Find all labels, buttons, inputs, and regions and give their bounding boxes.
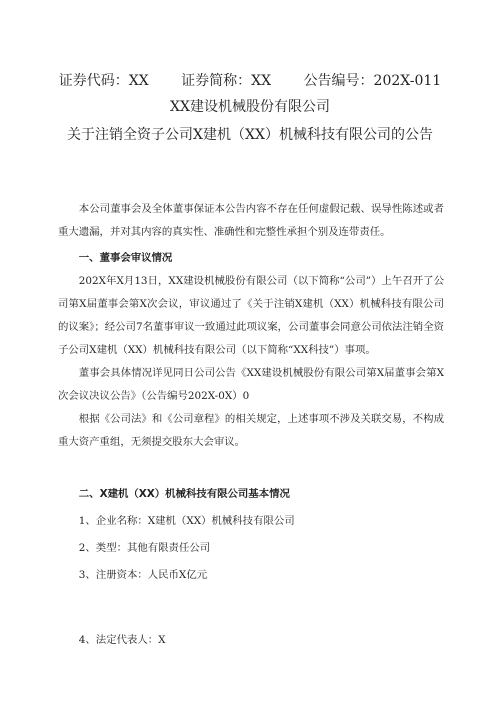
notice-number: 公告编号：202X-011 bbox=[303, 73, 442, 89]
stock-code: 证券代码：XX bbox=[58, 73, 149, 89]
intro-block bbox=[58, 198, 444, 244]
list-item: 1、企业名称：X建机（XX）机械科技有限公司 bbox=[78, 515, 295, 527]
section-1-paragraph-1: 202X年X月13日，XX建设机械股份有限公司（以下简称“公司”）上午召开了公司第X届董事会第X次会议，审议通过了《关于注销X建机（XX）机械科技有限公司的议案》；经公司7名董事审议一致通过此项议案，公司董事会同意公司依法注销全资子公司X建机（XX）机械科技有限公司（以下简称“XX科技”）事项。 bbox=[58, 275, 444, 356]
header-line bbox=[0, 70, 500, 90]
section-1-heading: 一、董事会审议情况 bbox=[78, 252, 173, 264]
notice-title: 关于注销全资子公司X建机（XX）机械科技有限公司的公告 bbox=[67, 127, 433, 143]
list-item: 2、类型：其他有限责任公司 bbox=[78, 542, 211, 554]
intro-paragraph: 本公司董事会及全体董事保证本公告内容不存在任何虚假记载、误导性陈述或者重大遗漏，并对其内容的真实性、准确性和完整性承担个别及连带责任。 bbox=[58, 203, 444, 238]
section-2 bbox=[58, 483, 444, 652]
section-1 bbox=[58, 247, 444, 454]
section-1-paragraph-2: 董事会具体情况详见同日公司公告《XX建设机械股份有限公司第X届董事会第X次会议决议公告》（公告编号202X-0X）0 bbox=[58, 367, 444, 402]
list-item: 4、法定代表人：X bbox=[78, 634, 166, 646]
section-2-heading: 二、X建机（XX）机械科技有限公司基本情况 bbox=[78, 488, 290, 500]
section-1-paragraph-3: 根据《公司法》和《公司章程》的相关规定，上述事项不涉及关联交易，不构成重大资产重组，无须提交股东大会审议。 bbox=[58, 413, 444, 448]
company-name: XX建设机械股份有限公司 bbox=[170, 99, 330, 115]
stock-abbreviation: 证券简称：XX bbox=[181, 73, 272, 89]
list-item: 3、注册资本：人民币X亿元 bbox=[78, 569, 208, 581]
